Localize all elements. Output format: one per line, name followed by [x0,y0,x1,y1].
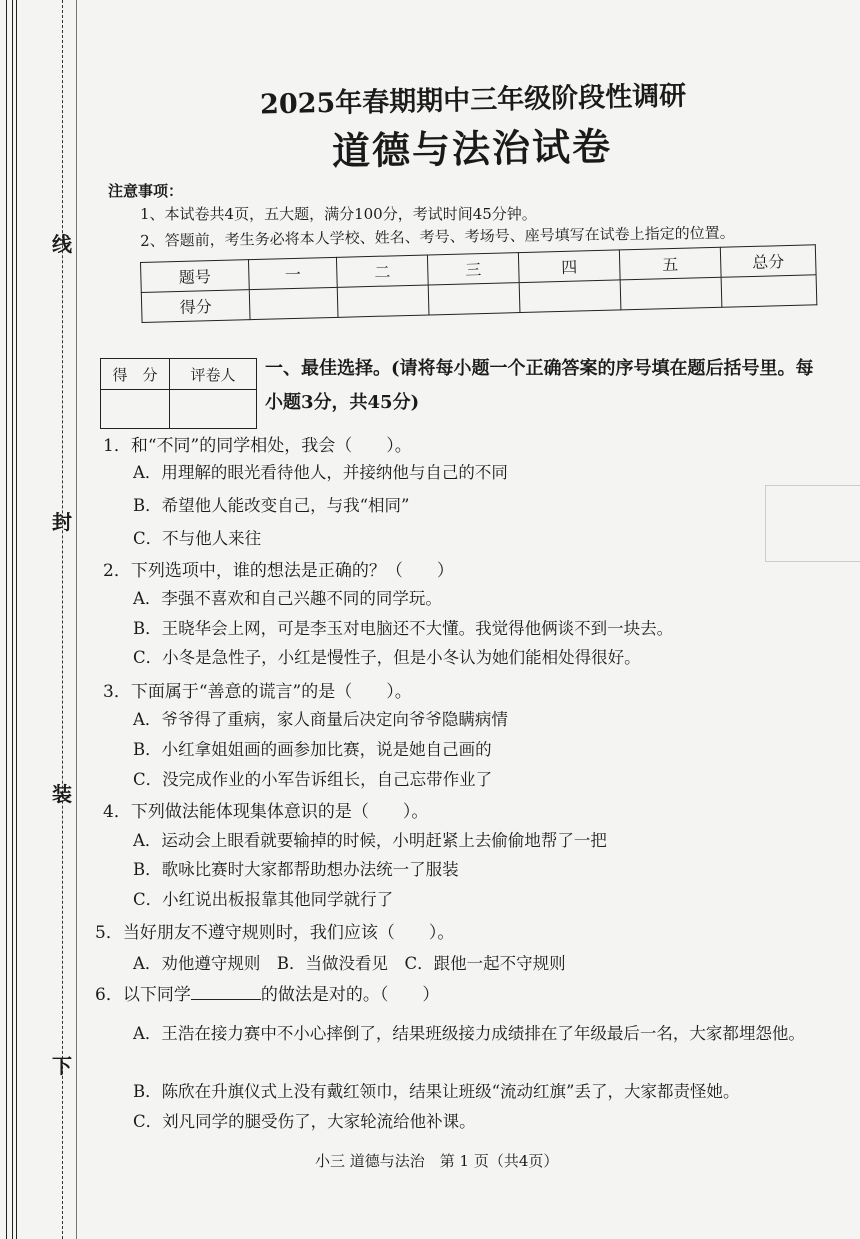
question-6-option-b: B．陈欣在升旗仪式上没有戴红领巾，结果让班级“流动红旗”丢了，大家都责怪她。 [133,1082,740,1101]
binding-char-xia: 下 [52,1054,72,1078]
binding-char-zhuang: 装 [52,782,72,806]
question-3-stem: 3．下面属于“善意的谎言”的是（ ）。 [103,682,412,702]
question-3-option-a: A．爷爷得了重病，家人商量后决定向爷爷隐瞒病情 [133,710,508,729]
question-1-stem: 1．和“不同”的同学相处，我会（ ）。 [103,436,412,456]
grader-name-label: 评卷人 [170,359,257,390]
notice-heading: 注意事项： [108,182,184,200]
question-1-option-b: B．希望他人能改变自己，与我“相同” [133,496,410,515]
score-col-2: 二 [336,255,428,287]
question-2-option-b: B．王晓华会上网，可是李玉对电脑还不大懂。我觉得他俩谈不到一块去。 [133,619,674,638]
binding-char-xian: 线 [52,232,72,256]
grader-table [100,358,257,429]
grader-score-cell [101,390,170,429]
question-3-option-b: B．小红拿姐姐画的画参加比赛，说是她自己画的 [133,740,492,759]
score-cell [428,283,520,315]
score-col-3: 三 [427,253,519,285]
binding-margin [0,0,80,1239]
grader-score-label: 得 分 [101,359,170,390]
question-3-option-c: C．没完成作业的小军告诉组长，自己忘带作业了 [133,770,493,789]
score-cell [519,280,621,313]
question-1-option-a: A．用理解的眼光看待他人，并接纳他与自己的不同 [133,463,508,482]
score-cell [249,287,338,319]
score-cell [620,277,722,310]
notice-item-1: 1、本试卷共4页，五大题，满分100分，考试时间45分钟。 [140,205,537,223]
score-table-header-number: 题号 [141,260,250,293]
question-6-stem-start: 6．以下同学 [95,985,191,1005]
question-6-stem-end: 的做法是对的。（ ） [260,985,440,1005]
question-6-option-c: C．刘凡同学的腿受伤了，大家轮流给他补课。 [133,1112,476,1131]
score-col-total: 总分 [720,245,816,277]
question-6-option-a: A．王浩在接力赛中不小心摔倒了，结果班级接力成绩排在了年级最后一名，大家都埋怨他。 [133,1024,805,1043]
notice-item-2: 2、答题前，考生务必将本人学校、姓名、考号、考场号、座号填写在试卷上指定的位置。 [140,223,735,250]
binding-line [6,0,7,1239]
question-1-option-c: C．不与他人来往 [133,529,262,548]
question-2-option-a: A．李强不喜欢和自己兴趣不同的同学玩。 [133,589,442,608]
score-table-header-score: 得分 [141,290,250,323]
exam-title-line2: 道德与法治试卷 [331,123,613,174]
question-4-option-b: B．歌咏比赛时大家都帮助想办法统一了服装 [133,860,459,879]
question-2-option-c: C．小冬是急性子，小红是慢性子，但是小冬认为她们能相处得很好。 [133,648,641,667]
score-cell [337,285,429,317]
answer-blank [191,983,261,1000]
question-5-stem: 5．当好朋友不遵守规则时，我们应该（ ）。 [95,923,455,943]
question-4-option-c: C．小红说出板报靠其他同学就行了 [133,890,394,909]
score-col-4: 四 [518,250,620,283]
score-table [140,244,817,323]
score-col-1: 一 [248,257,337,289]
bleed-through-shadow [765,485,860,562]
binding-line [16,0,17,1239]
question-6-stem [95,980,439,1005]
question-5-options: A．劝他遵守规则 B．当做没看见 C．跟他一起不守规则 [133,954,566,973]
score-col-5: 五 [619,247,721,280]
question-4-stem: 4．下列做法能体现集体意识的是（ ）。 [103,802,429,822]
score-cell [721,275,817,307]
binding-line [12,0,13,1239]
section-1-title: 一、最佳选择。(请将每小题一个正确答案的序号填在题后括号里。每小题3分，共45分) [265,358,814,413]
question-4-option-a: A．运动会上眼看就要输掉的时候，小明赶紧上去偷偷地帮了一把 [133,831,607,850]
page-footer: 小三 道德与法治 第 1 页（共4页） [315,1152,559,1170]
exam-title-line1: 2025年春期期中三年级阶段性调研 [259,80,687,121]
binding-line [76,0,77,1239]
grader-name-cell [170,390,257,429]
question-2-stem: 2．下列选项中，谁的想法是正确的？（ ） [103,561,454,581]
binding-char-feng: 封 [52,510,72,534]
